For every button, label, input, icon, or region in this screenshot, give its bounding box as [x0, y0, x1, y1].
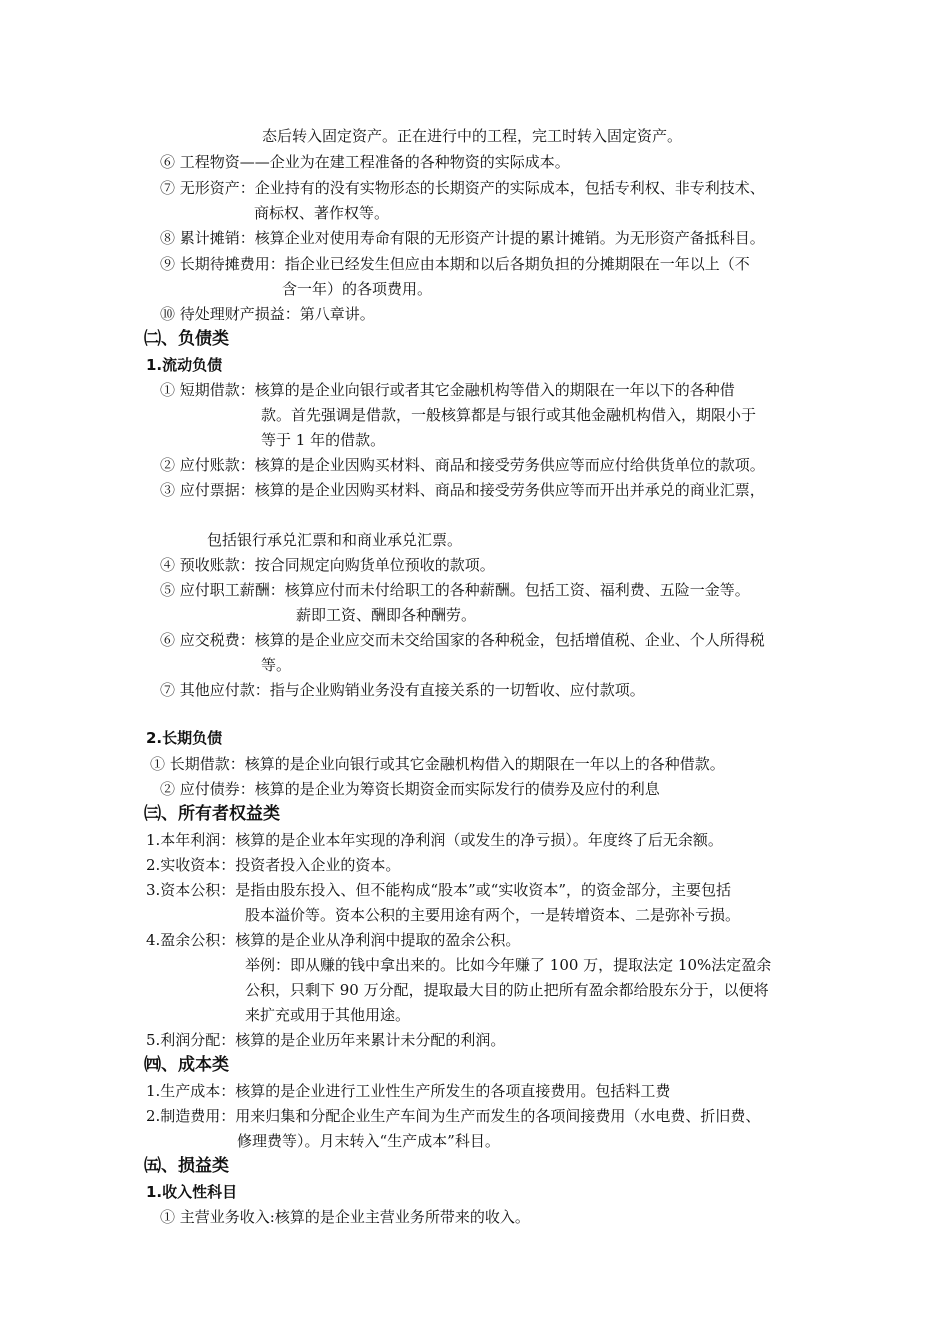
- list-item: ⑦ 无形资产：企业持有的没有实物形态的长期资产的实际成本，包括专利权、非专利技术、: [160, 179, 765, 197]
- text-line: 薪即工资、酬即各种酬劳。: [296, 606, 477, 624]
- text-line: 商标权、著作权等。: [254, 204, 390, 222]
- list-item: 3.资本公积：是指由股东投入、但不能构成“股本”或“实收资本”，的资金部分，主要包括: [146, 881, 731, 899]
- list-item: ⑦ 其他应付款：指与企业购销业务没有直接关系的一切暂收、应付款项。: [160, 681, 645, 699]
- text-line: 等于 1 年的借款。: [261, 431, 386, 449]
- section-heading: ㈣、成本类: [144, 1055, 229, 1075]
- list-item: ⑨ 长期待摊费用：指企业已经发生但应由本期和以后各期负担的分摊期限在一年以上（不: [160, 255, 750, 273]
- section-heading: ㈢、所有者权益类: [144, 804, 280, 824]
- list-item: ② 应付债券：核算的是企业为筹资长期资金而实际发行的债券及应付的利息: [160, 780, 660, 798]
- text-line: 等。: [261, 656, 292, 674]
- list-item: ④ 预收账款：按合同规定向购货单位预收的款项。: [160, 556, 495, 574]
- section-heading: ㈤、损益类: [144, 1156, 229, 1176]
- section-heading: ㈡、负债类: [144, 329, 229, 349]
- list-item: ③ 应付票据：核算的是企业因购买材料、商品和接受劳务供应等而开出并承兑的商业汇票，: [160, 481, 765, 499]
- list-item: 4.盈余公积：核算的是企业从净利润中提取的盈余公积。: [146, 931, 521, 949]
- text-line: 包括银行承兑汇票和和商业承兑汇票。: [207, 531, 463, 549]
- list-item: 2.实收资本：投资者投入企业的资本。: [146, 856, 401, 874]
- text-line: 款。首先强调是借款，一般核算都是与银行或其他金融机构借入，期限小于: [261, 406, 757, 424]
- list-item: ② 应付账款：核算的是企业因购买材料、商品和接受劳务供应等而应付给供货单位的款项。: [160, 456, 765, 474]
- text-line: 修理费等）。月末转入“生产成本”科目。: [237, 1132, 500, 1150]
- list-item: 1.本年利润：核算的是企业本年实现的净利润（或发生的净亏损）。年度终了后无余额。: [146, 831, 723, 849]
- text-line: 公积，只剩下 90 万分配，提取最大目的防止把所有盈余都给股东分于，以便将: [245, 981, 769, 999]
- list-item: 1.生产成本：核算的是企业进行工业性生产所发生的各项直接费用。包括料工费: [146, 1082, 671, 1100]
- list-item: ① 长期借款：核算的是企业向银行或其它金融机构借入的期限在一年以上的各种借款。: [150, 755, 725, 773]
- text-line: 含一年）的各项费用。: [282, 280, 433, 298]
- subsection-heading: 1.流动负债: [146, 356, 223, 374]
- subsection-heading: 1.收入性科目: [146, 1183, 238, 1201]
- text-line: 来扩充或用于其他用途。: [245, 1006, 411, 1024]
- list-item: ① 主营业务收入:核算的是企业主营业务所带来的收入。: [160, 1208, 530, 1226]
- text-line: 态后转入固定资产。正在进行中的工程，完工时转入固定资产。: [262, 127, 683, 145]
- subsection-heading: 2.长期负债: [146, 729, 223, 747]
- list-item: ① 短期借款：核算的是企业向银行或者其它金融机构等借入的期限在一年以下的各种借: [160, 381, 735, 399]
- list-item: ⑧ 累计摊销：核算企业对使用寿命有限的无形资产计提的累计摊销。为无形资产备抵科目。: [160, 229, 765, 247]
- list-item: ⑥ 工程物资——企业为在建工程准备的各种物资的实际成本。: [160, 153, 570, 171]
- list-item: ⑥ 应交税费：核算的是企业应交而未交给国家的各种税金，包括增值税、企业、个人所得税: [160, 631, 765, 649]
- list-item: ⑤ 应付职工薪酬：核算应付而未付给职工的各种薪酬。包括工资、福利费、五险一金等。: [160, 581, 750, 599]
- list-item: 2.制造费用：用来归集和分配企业生产车间为生产而发生的各项间接费用（水电费、折旧费、: [146, 1107, 761, 1125]
- text-line: 举例：即从赚的钱中拿出来的。比如今年赚了 100 万，提取法定 10%法定盈余: [245, 956, 772, 974]
- list-item: 5.利润分配：核算的是企业历年来累计未分配的利润。: [146, 1031, 506, 1049]
- list-item: ⑩ 待处理财产损益：第八章讲。: [160, 305, 375, 323]
- text-line: 股本溢价等。资本公积的主要用途有两个，一是转增资本、二是弥补亏损。: [245, 906, 741, 924]
